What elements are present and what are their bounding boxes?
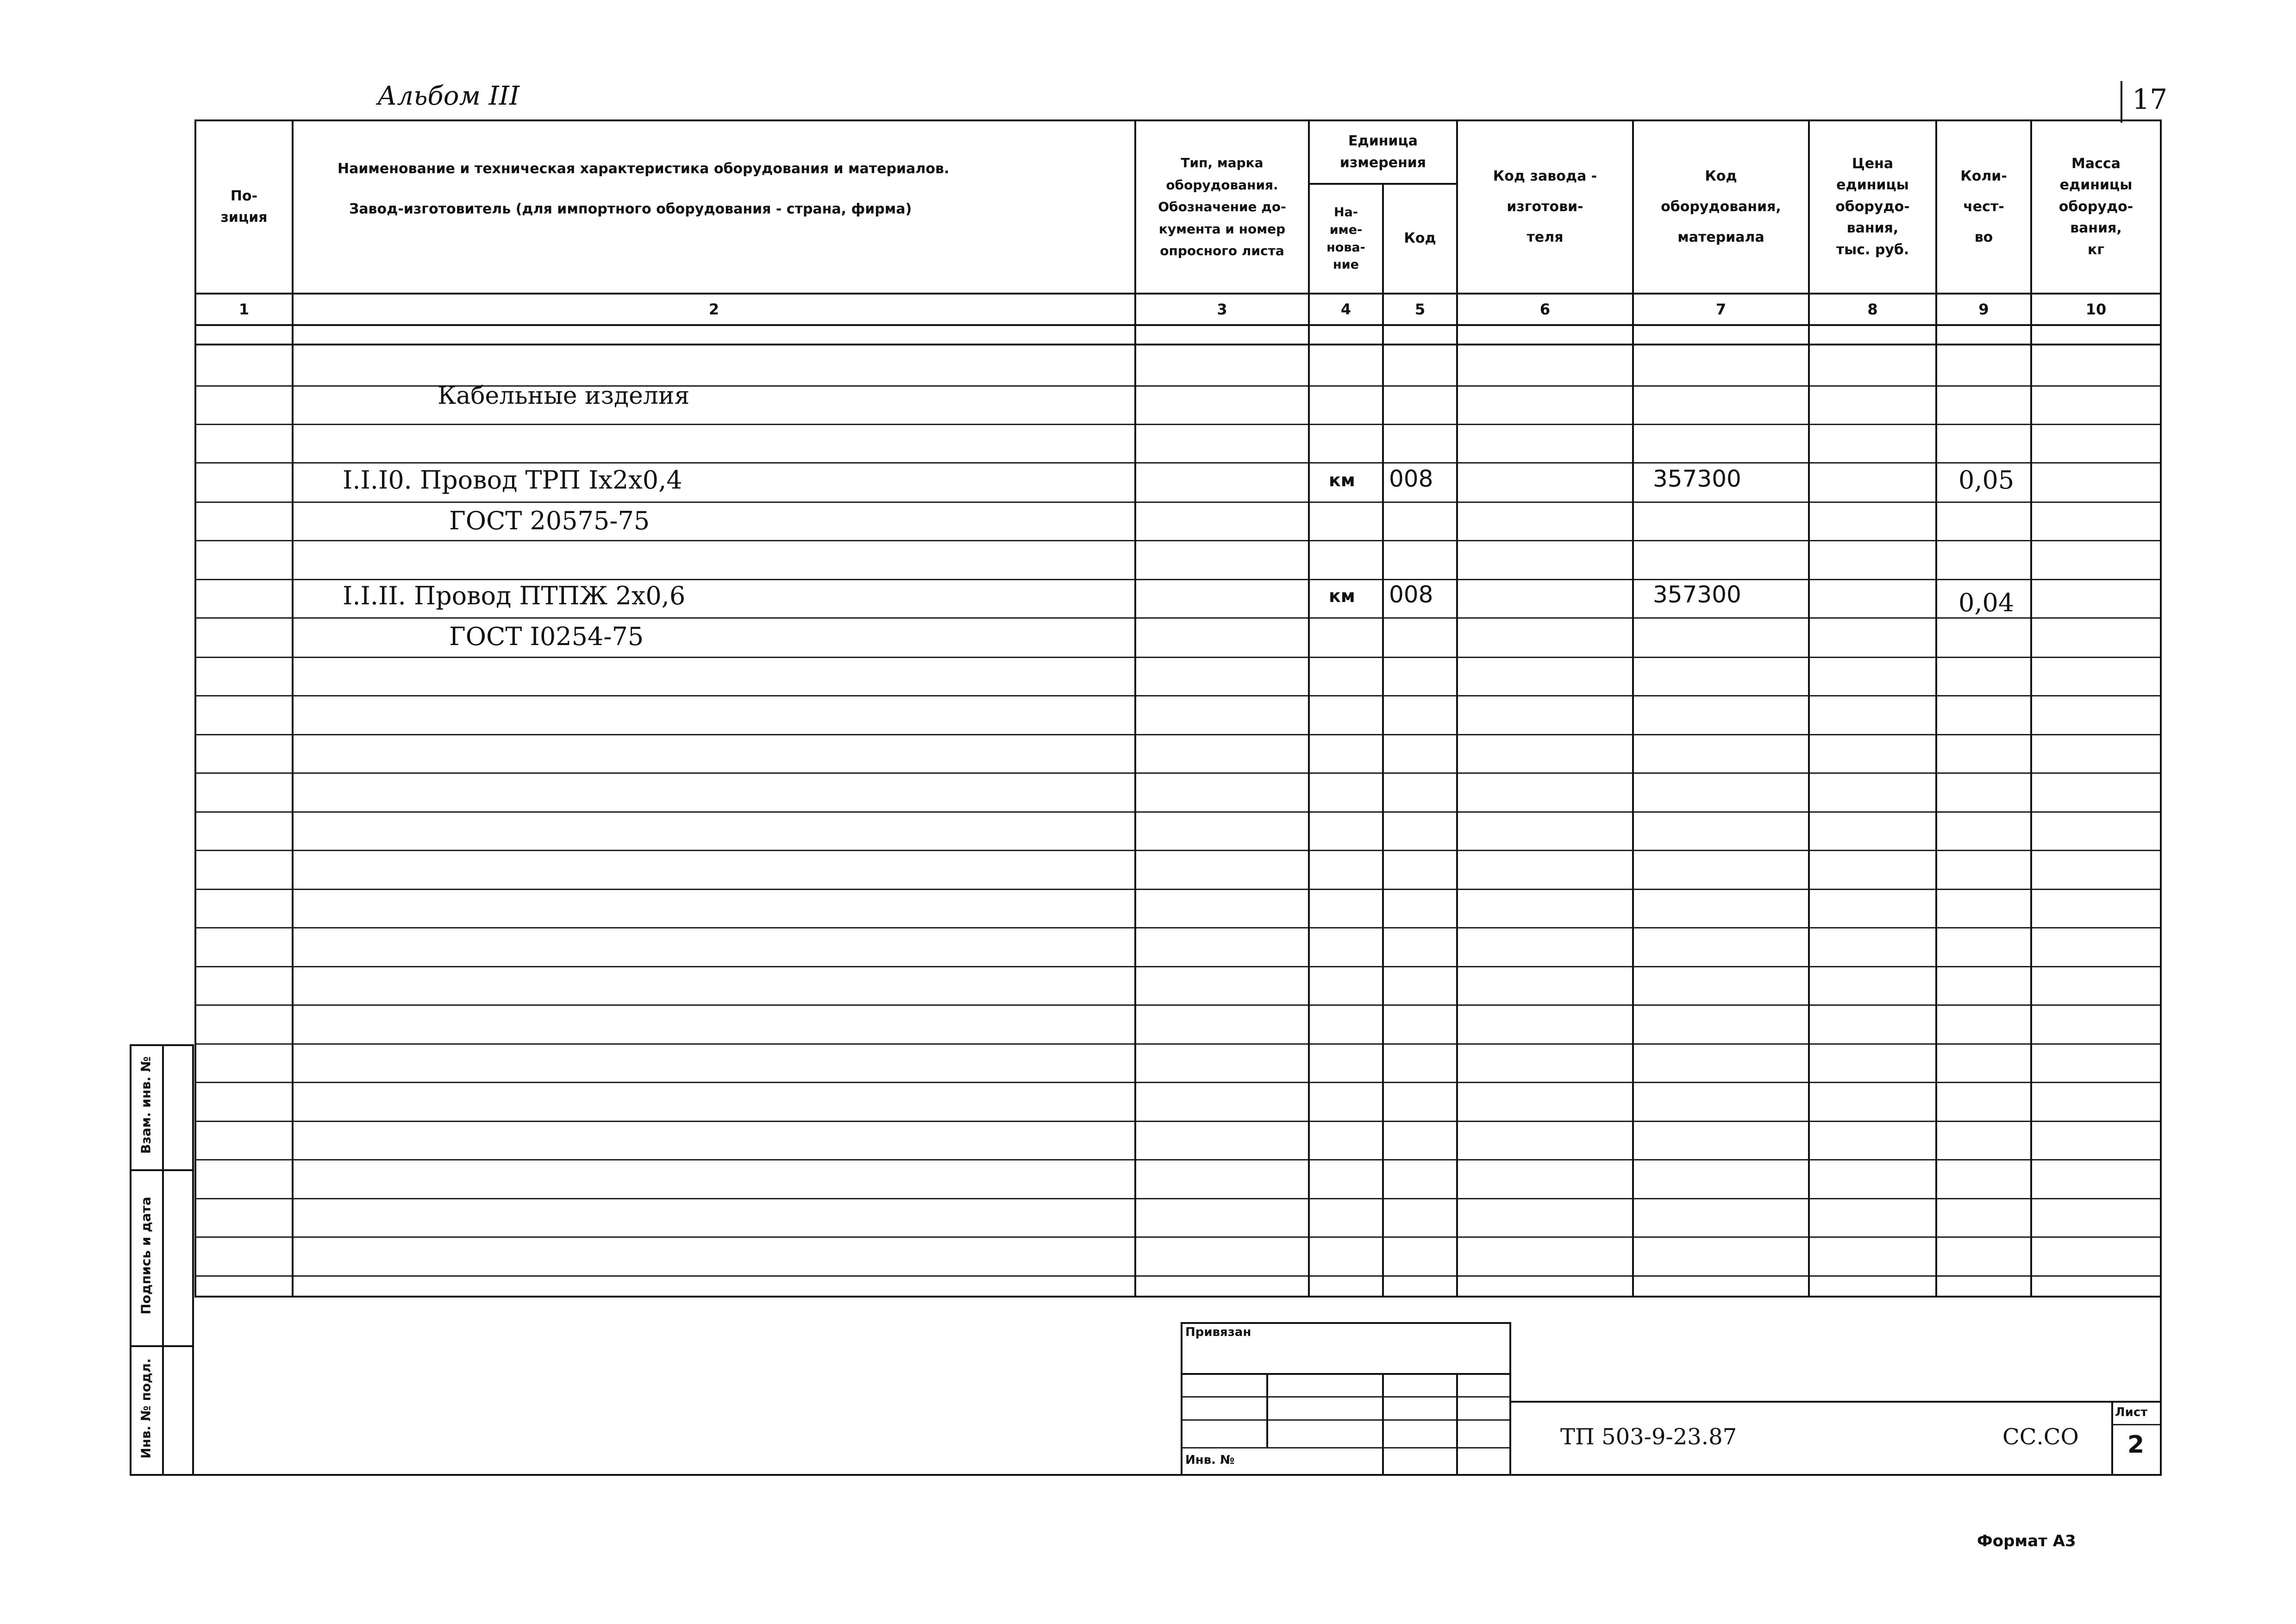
section-title: Кабельные изделия xyxy=(438,382,690,410)
table-row-line xyxy=(194,811,2160,813)
item2-material-code: 357300 xyxy=(1653,581,1741,608)
header-name xyxy=(294,121,1134,293)
table-row-line xyxy=(194,657,2160,658)
table-row-line xyxy=(194,1043,2160,1045)
format-label: Формат А3 xyxy=(1977,1532,2076,1550)
table-row-line xyxy=(194,579,2160,580)
table-row-line xyxy=(194,540,2160,541)
header-type: Тип, марка оборудования. Обозначение до- кумента и номер опросного листа xyxy=(1158,155,1286,259)
privyazan-label: Привязан xyxy=(1185,1325,1251,1339)
column-number: 4 xyxy=(1340,301,1351,318)
header-plant-code: Код завода - изготови- теля xyxy=(1493,168,1597,245)
table-row-line xyxy=(194,889,2160,890)
column-number: 10 xyxy=(2085,301,2107,318)
table-row-line xyxy=(194,1236,2160,1238)
column-number: 9 xyxy=(1978,301,1989,318)
doc-code: ТП 503-9-23.87 xyxy=(1560,1424,1737,1450)
side-cell-signature-date: Подпись и дата xyxy=(138,1197,154,1315)
table-row-line xyxy=(194,502,2160,503)
item1-material-code: 357300 xyxy=(1653,465,1741,492)
table-row-line xyxy=(194,1198,2160,1199)
table-row-line xyxy=(194,695,2160,696)
table-row-line xyxy=(194,1121,2160,1122)
doc-section: СС.СО xyxy=(2002,1424,2079,1450)
table-row-line xyxy=(194,1275,2160,1277)
item2-quantity: 0,04 xyxy=(1958,588,2014,617)
column-number: 7 xyxy=(1715,301,1727,318)
item2-name: I.I.II. Провод ПТПЖ 2х0,6 xyxy=(343,581,686,610)
item2-unit-code: 008 xyxy=(1389,581,1433,608)
table-row-line xyxy=(194,966,2160,967)
header-material-code: Код оборудования, материала xyxy=(1661,168,1781,245)
sheet-number: 2 xyxy=(2127,1431,2145,1459)
side-cell-replace-inv: Взам. инв. № xyxy=(138,1056,154,1154)
table-row-line xyxy=(194,772,2160,774)
page-number-divider xyxy=(2121,81,2122,123)
page-number: 17 xyxy=(2132,83,2168,116)
table-row-line xyxy=(194,850,2160,851)
header-unit-name: На- име- нова- ние xyxy=(1326,205,1365,272)
item1-unit-code: 008 xyxy=(1389,465,1433,492)
side-cell-original-inv: Инв. № подл. xyxy=(138,1358,154,1459)
table-row-line xyxy=(194,1004,2160,1006)
header-position: По- зиция xyxy=(220,188,268,226)
column-number: 3 xyxy=(1217,301,1227,318)
header-name-line1: Наименование и техническая характеристика оборудования и материалов. xyxy=(338,161,950,177)
table-row-line xyxy=(194,1082,2160,1083)
column-number: 1 xyxy=(238,301,250,318)
item1-standard: ГОСТ 20575-75 xyxy=(449,506,650,535)
header-quantity: Коли- чест- во xyxy=(1960,168,2007,245)
inv-no-label: Инв. № xyxy=(1185,1453,1235,1467)
table-row-line xyxy=(194,927,2160,928)
item2-unit: км xyxy=(1329,586,1355,606)
table-row-line xyxy=(194,734,2160,735)
table-row-line xyxy=(194,617,2160,619)
item2-standard: ГОСТ I0254-75 xyxy=(449,622,644,651)
item1-quantity: 0,05 xyxy=(1958,465,2014,495)
column-number: 5 xyxy=(1414,301,1426,318)
item1-unit: км xyxy=(1329,470,1355,490)
header-mass: Масса единицы оборудо- вания, кг xyxy=(2058,155,2133,258)
header-unit-code: Код xyxy=(1404,230,1436,247)
header-unit-group: Единица измерения xyxy=(1339,133,1426,171)
sheet-label: Лист xyxy=(2115,1405,2148,1419)
column-number: 6 xyxy=(1539,301,1551,318)
table-row-line xyxy=(194,1159,2160,1160)
header-price: Цена единицы оборудо- вания, тыс. руб. xyxy=(1835,155,1910,258)
item1-name: I.I.I0. Провод ТРП Iх2х0,4 xyxy=(343,465,682,495)
table-row-line xyxy=(194,462,2160,464)
column-number: 8 xyxy=(1867,301,1878,318)
column-number: 2 xyxy=(708,301,719,318)
header-name-line2: Завод-изготовитель (для импортного оборудования - страна, фирма) xyxy=(349,201,912,217)
table-row-line xyxy=(194,424,2160,425)
album-note: Альбом III xyxy=(377,81,520,111)
